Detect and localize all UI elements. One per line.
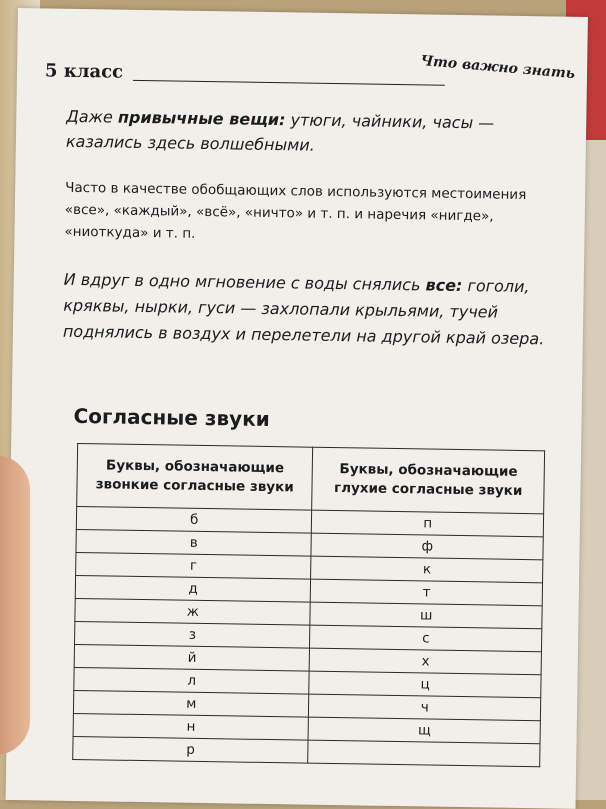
example-paragraph-2: [63, 267, 564, 353]
text: утюги, чайники, часы — казались здесь волшебными.: [65, 110, 495, 155]
voiceless-letter: с: [310, 625, 542, 652]
voiced-letter: н: [73, 713, 309, 740]
voiceless-letter: ф: [311, 533, 543, 560]
voiceless-header: Буквы, обозначающие глухие согласные звуки: [312, 447, 544, 514]
voiced-header: Буквы, обозначающие звонкие согласные звуки: [77, 443, 313, 510]
example-paragraph-1: [66, 104, 557, 162]
header-rule: [133, 80, 445, 86]
voiced-letter: й: [74, 644, 310, 671]
text: Даже: [66, 106, 119, 127]
table-header-row: [77, 443, 545, 513]
voiced-letter: м: [73, 690, 309, 717]
voiced-letter: г: [76, 552, 312, 579]
voiceless-letter: п: [312, 510, 544, 537]
voiceless-letter: ц: [309, 671, 541, 698]
voiceless-letter: т: [311, 579, 543, 606]
consonants-table: [72, 443, 545, 767]
voiceless-letter: ч: [309, 694, 541, 721]
voiced-letter: ж: [75, 598, 311, 625]
thumb: [0, 455, 30, 755]
highlight: привычные вещи:: [117, 107, 286, 130]
rule-paragraph: Часто в качестве обобщающих слов используются местоимения «все», «каждый», «всё», «ничто» и т. п. и наречия «нигде», «ниоткуда» и т. п.: [64, 179, 527, 242]
voiced-letter: в: [76, 529, 312, 556]
voiced-letter: з: [75, 621, 311, 648]
text: гоголи, кряквы, нырки, гуси — захлопали крыльями, тучей поднялись в воздух и перелетели на другой край озера.: [62, 276, 545, 349]
table-body: [73, 506, 544, 766]
text: И вдруг в одно мгновение с воды снялись: [63, 269, 426, 295]
voiceless-letter: [308, 740, 540, 767]
section-hint: Что важно знать: [419, 52, 576, 83]
voiceless-letter: к: [311, 556, 543, 583]
section-title: Согласные звуки: [73, 403, 270, 432]
voiced-letter: б: [76, 506, 312, 533]
grade-label: 5 класс: [44, 60, 124, 83]
voiceless-letter: щ: [309, 717, 541, 744]
voiced-letter: д: [75, 575, 311, 602]
highlight: все:: [425, 275, 463, 296]
voiced-letter: р: [73, 736, 309, 763]
voiceless-letter: ш: [310, 602, 542, 629]
voiceless-letter: х: [310, 648, 542, 675]
voiced-letter: л: [74, 667, 310, 694]
page-header: [44, 52, 576, 94]
book-page: [6, 8, 588, 809]
